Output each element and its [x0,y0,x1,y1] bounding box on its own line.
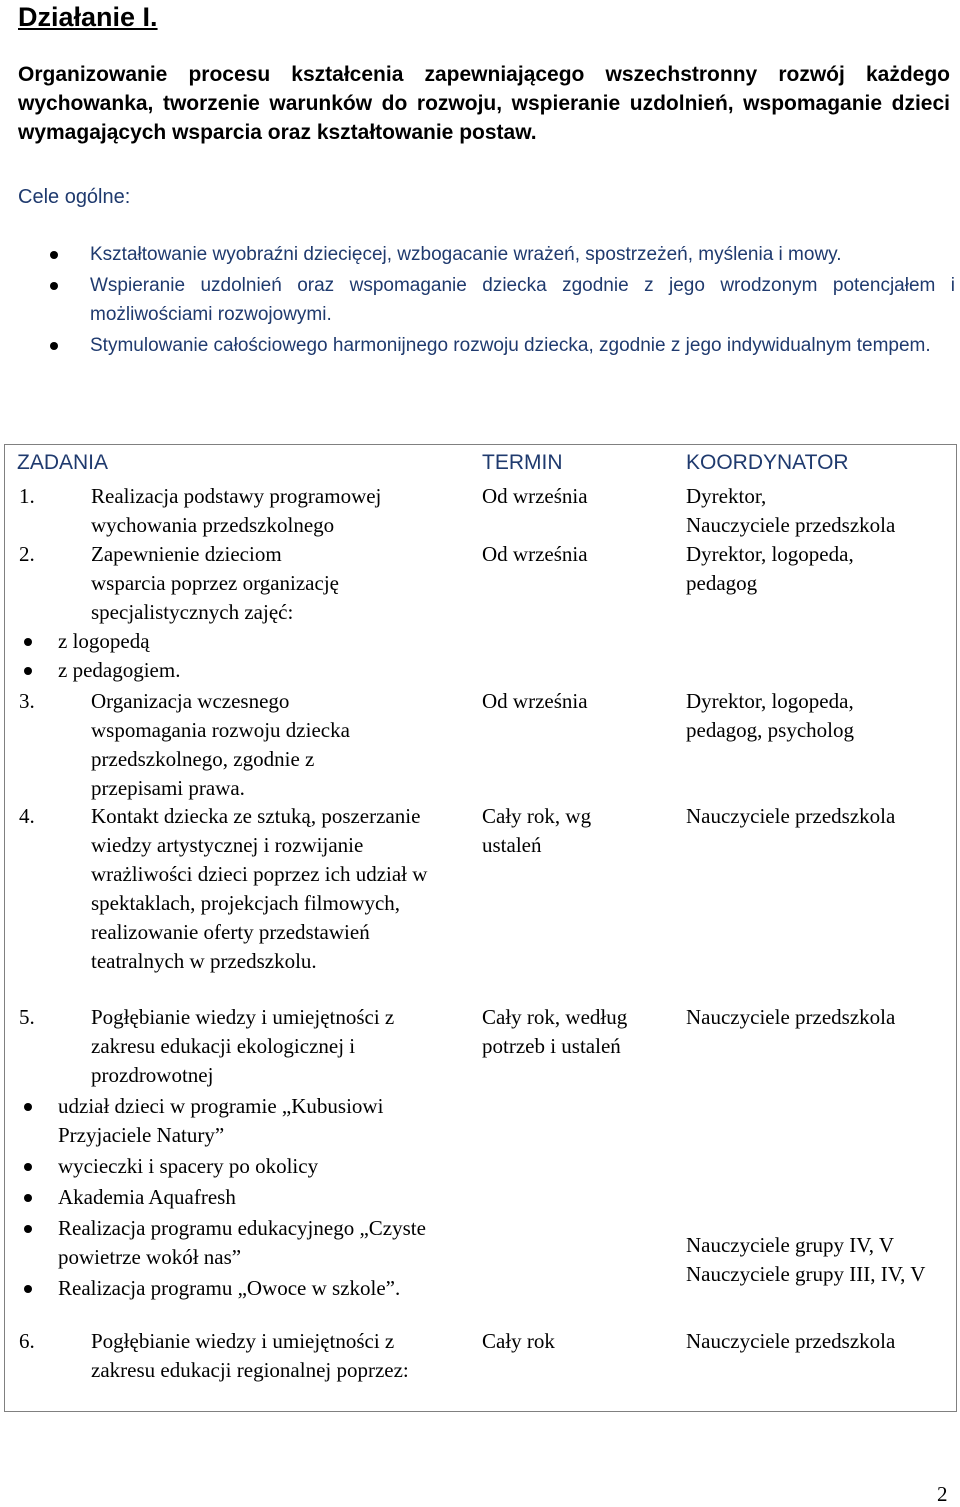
goal-text: Stymulowanie całościowego harmonijnego rozwoju dziecka, zgodnie z jego indywidualnym tempem. [90,335,931,356]
task-text: Zapewnienie dzieciom wsparcia poprzez organizację specjalistycznych zajęć: [91,542,339,624]
goal-item [0,271,955,329]
task-text: Pogłębianie wiedzy i umiejętności z zakresu edukacji ekologicznej i prozdrowotnej [91,1005,395,1087]
sub-item [0,1214,478,1272]
term-cell: Od września [482,689,588,713]
goals-list [0,240,955,360]
row-number: 1. [19,484,35,508]
sub-item [0,627,359,656]
bullet-icon [24,1163,32,1171]
table-row [19,482,399,540]
table-row [19,802,465,976]
task-text: Realizacja podstawy programowej wychowania przedszkolnego [91,484,382,537]
sub-item-text: wycieczki i spacery po okolicy [58,1154,319,1178]
task-text: Kontakt dziecka ze sztuką, poszerzanie wiedzy artystycznej i rozwijanie wrażliwości dzieci poprzez ich udział w spektaklach, projekcjach filmowych, realizowanie oferty przedstawień teatralnych w przedszkolu. [91,804,428,973]
coordinator-cell: Nauczyciele grupy III, IV, V [686,1262,926,1286]
term-cell: Cały rok, według potrzeb i ustaleń [482,1005,628,1058]
bullet-icon [24,638,32,646]
term-cell: Od września [482,542,588,566]
page-number: 2 [937,1482,948,1506]
bullet-icon [24,1194,32,1202]
coordinator-cell: Nauczyciele grupy IV, V [686,1233,894,1257]
sub-item-text: udział dzieci w programie „Kubusiowi Przyjaciele Natury” [58,1094,384,1147]
term-cell: Od września [482,484,588,508]
table-row [19,687,389,803]
term-cell: Cały rok, wg ustaleń [482,804,592,857]
bullet-icon [50,282,58,290]
coordinator-cell: Dyrektor, logopeda, pedagog, psycholog [686,689,854,742]
table-row [19,1327,419,1385]
sub-item-text: Akademia Aquafresh [58,1185,236,1209]
sub-item [0,1183,465,1212]
row-number: 5. [19,1005,35,1029]
coordinator-cell: Nauczyciele przedszkola [686,1005,896,1029]
header-term: TERMIN [482,451,563,474]
bullet-icon [24,667,32,675]
table-row [19,540,359,685]
section-intro: Organizowanie procesu kształcenia zapewniającego wszechstronny rozwój każdego wychowanka, tworzenie warunków do rozwoju, wspieranie uzdolnień, wspomaganie dzieci wymagających wsparcia oraz kształtowanie postaw. [18,63,950,144]
tasks-table [4,444,957,1412]
coordinator-cell: Nauczyciele przedszkola [686,804,896,828]
header-coordinator: KOORDYNATOR [686,451,849,474]
row-number: 6. [19,1329,35,1353]
sub-item [0,1274,458,1303]
row-number: 2. [19,542,35,566]
section-heading: Działanie I. [18,2,158,32]
bullet-icon [50,251,58,259]
goal-text: Wspieranie uzdolnień oraz wspomaganie dziecka zgodnie z jego wrodzonym potencjałem i możliwościami rozwojowymi. [90,275,955,325]
goal-text: Kształtowanie wyobraźni dziecięcej, wzbogacanie wrażeń, spostrzeżeń, myślenia i mowy. [90,244,842,265]
coordinator-cell [686,482,956,540]
goals-title: Cele ogólne: [18,186,131,208]
table-row [19,1003,465,1303]
sub-item-text: z logopedą [58,629,150,653]
sub-item-text: Realizacja programu edukacyjnego „Czyste powietrze wokół nas” [58,1216,426,1269]
row-number: 4. [19,804,35,828]
goal-item [0,331,955,360]
coordinator-cell: Nauczyciele przedszkola [686,1329,896,1353]
sub-item-text: Realizacja programu „Owoce w szkole”. [58,1276,401,1300]
bullet-icon [24,1225,32,1233]
bullet-icon [24,1103,32,1111]
sub-item [0,656,359,685]
sub-item [0,1152,465,1181]
term-cell: Cały rok [482,1329,555,1353]
bullet-icon [50,342,58,350]
coordinator-cell: Dyrektor, logopeda, pedagog [686,542,854,595]
bullet-icon [24,1285,32,1293]
sub-item-text: z pedagogiem. [58,658,181,682]
goal-item [0,240,955,269]
coordinator-text: Dyrektor, [686,484,767,508]
row-number: 3. [19,689,35,713]
task-text: Organizacja wczesnego wspomagania rozwoju dziecka przedszkolnego, zgodnie z przepisami prawa. [91,689,350,800]
sub-item [0,1092,458,1150]
header-tasks: ZADANIA [17,451,109,474]
coordinator-text: Nauczyciele przedszkola [686,513,896,537]
task-text: Pogłębianie wiedzy i umiejętności z zakresu edukacji regionalnej poprzez: [91,1329,409,1382]
